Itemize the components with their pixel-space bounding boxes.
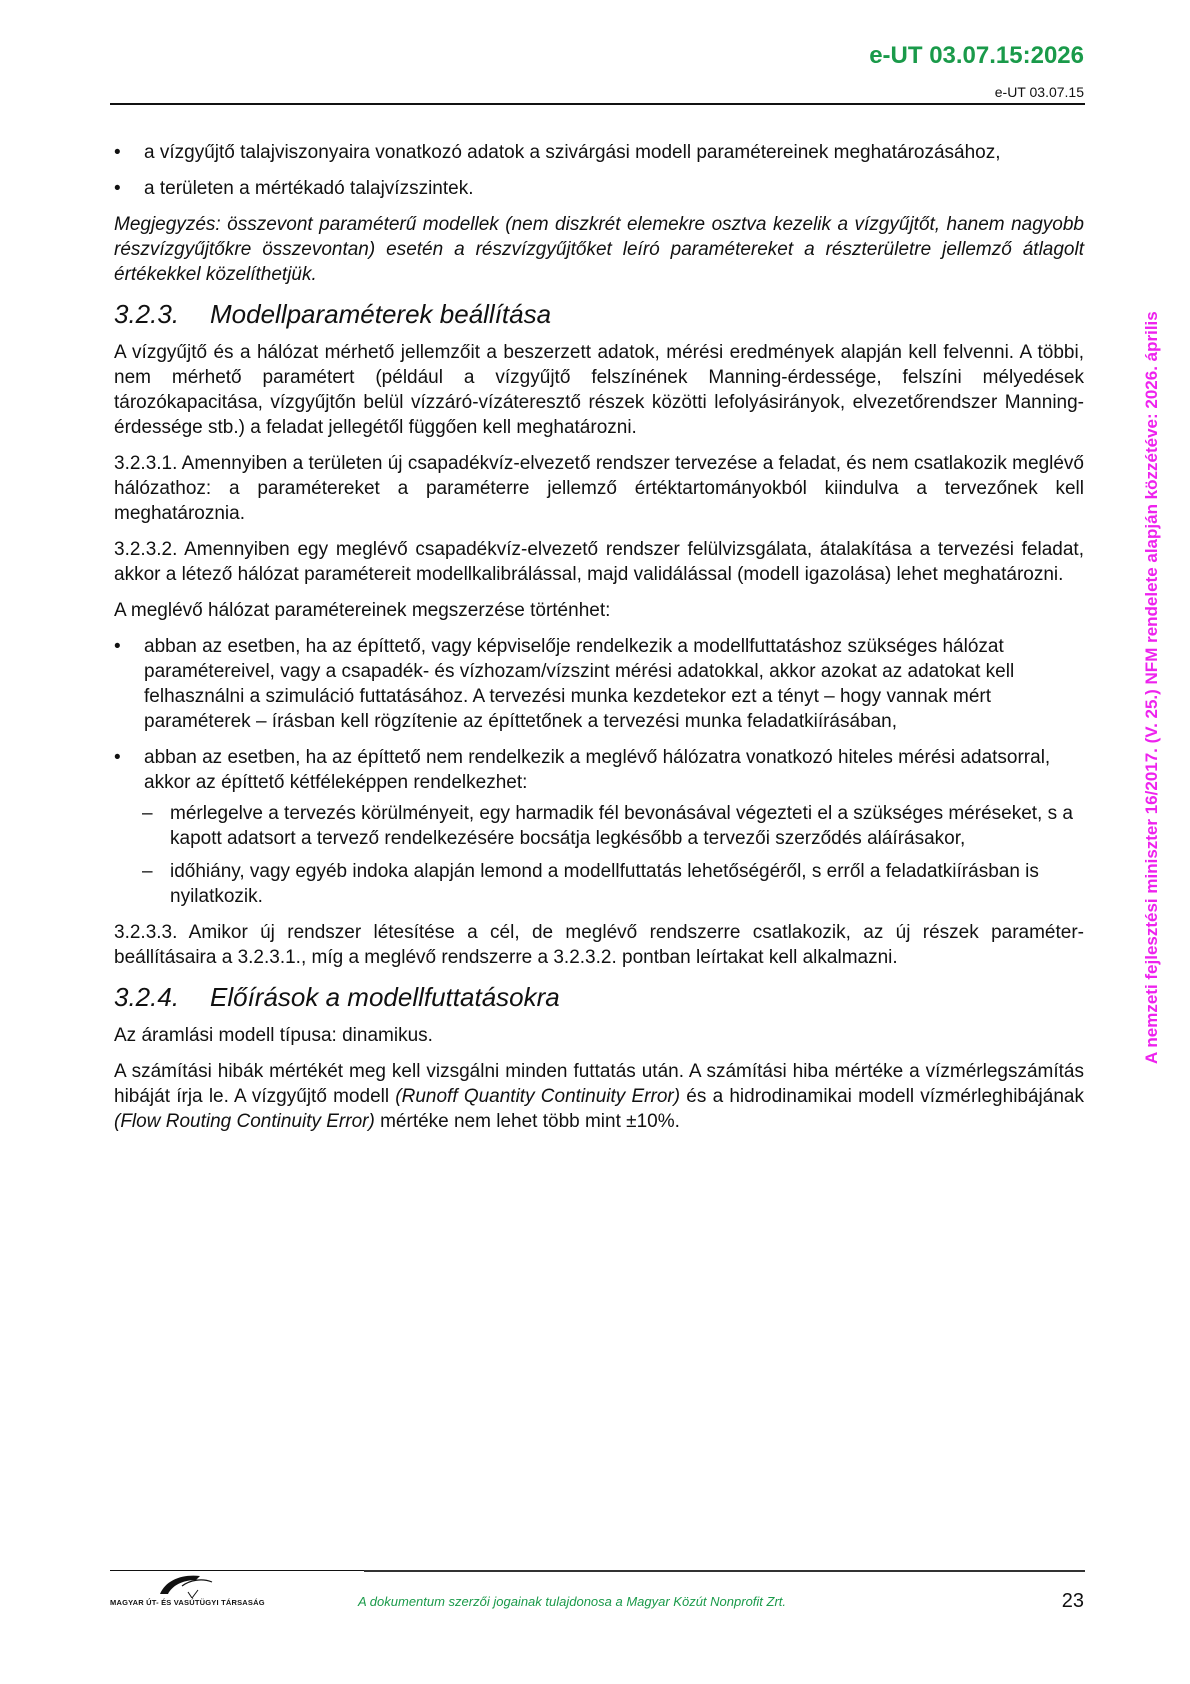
paragraph-3-2-3-2: 3.2.3.2. Amennyiben egy meglévő csapadékvíz-elvezető rendszer felülvizsgálata, átalakítása a tervezési feladat, akkor a létező hálózat paramétereit modellkalibrálással, majd validálással (modell igazolása) lehet meghatározni. [114,539,1084,585]
road-swoosh-icon [152,1572,222,1598]
side-publication-note: A nemzeti fejlesztési miniszter 16/2017. (V. 25.) NFM rendelete alapján közzétéve: 2026. április [1142,311,1161,1064]
section-heading-3-2-3 [114,298,1084,330]
section-title: Modellparaméterek beállítása [210,299,552,329]
logo-text: MAGYAR ÚT- ÉS VASÚTÜGYI TÁRSASÁG [110,1598,265,1607]
document-sub-id: e-UT 03.07.15 [994,84,1084,100]
list-item [114,634,1084,734]
organization-logo [110,1578,290,1618]
dash-icon: – [142,861,153,882]
bullet-icon: • [114,636,121,657]
bullet-icon: • [114,747,121,768]
sub-list-item-text: mérlegelve a tervezés körülményeit, egy harmadik fél bevonásával végezteti el a szükséges méréseket, s a kapott adatsort a tervező rendelkezésére bocsátja legkésőbb a tervezői szerződés aláírásakor, [170,803,1073,849]
header-rule [110,103,1085,105]
dash-icon: – [142,803,153,824]
note-paragraph: Megjegyzés: összevont paraméterű modellek (nem diszkrét elemekre osztva kezelik a vízgyűjtőt, hanem nagyobb részvízgyűjtőkre összevontan) esetén a részvízgyűjtőket leíró paramétereket a részterületre jellemző átlagolt értékekkel közelíthetjük. [114,214,1084,285]
list-item [114,745,1084,795]
page-content [114,140,1084,1145]
paragraph-3-2-3-1: 3.2.3.1. Amennyiben a területen új csapadékvíz-elvezető rendszer tervezése a feladat, és nem csatlakozik meglévő hálózathoz: a paramétereket a paraméterre jellemző értéktartományokból kiindulva a tervezőnek kell meghatároznia. [114,453,1084,524]
copyright-notice: A dokumentum szerzői jogainak tulajdonosa a Magyar Közút Nonprofit Zrt. [358,1594,787,1609]
sub-list-item-text: időhiány, vagy egyéb indoka alapján lemond a modellfuttatás lehetőségéről, s erről a feladatkiírásban is nyilatkozik. [170,861,1039,907]
list-item-text: abban az esetben, ha az építtető, vagy képviselője rendelkezik a modellfuttatáshoz szükséges hálózat paramétereivel, vagy a csapadék- és vízhozam/vízszint mérési adatokkal, akkor azokat az adatokat kell felhasználni a szimuláció futtatásához. A tervezési munka kezdetekor ezt a tényt – hogy vannak mért paraméterek – írásban kell rögzítenie az építtetőnek a tervezési munka feladatkiírásában, [144,636,1015,732]
sub-list-item [114,801,1084,851]
section-title: Előírások a modellfuttatásokra [210,982,560,1012]
list-item [114,140,1084,165]
paragraph-errors [114,1059,1084,1134]
paragraph: Az áramlási modell típusa: dinamikus. [114,1025,433,1046]
document-id: e-UT 03.07.15:2026 [869,42,1084,69]
sub-list-item [114,859,1084,909]
paragraph: A vízgyűjtő és a hálózat mérhető jellemzőit a beszerzett adatok, mérési eredmények alapján kell felvenni. A többi, nem mérhető paramétert (például a vízgyűjtő felszínének Manning-érdessége, felszíni mélyedések tározókapacitása, vízgyűjtőn belül vízzáró-vízáteresztő részek közötti lefolyásirányok, elvezetőrendszer Manning-érdessége stb.) a feladat jellegétől függően kell meghatározni. [114,342,1084,438]
text: mértéke nem lehet több mint ±10%. [374,1111,680,1132]
bullet-icon: • [114,178,121,199]
paragraph: A meglévő hálózat paramétereinek megszerzése történhet: [114,600,611,621]
list-item [114,176,1084,201]
list-item-text: a vízgyűjtő talajviszonyaira vonatkozó adatok a szivárgási modell paramétereinek meghatározásához, [144,142,1001,163]
page-number: 23 [1061,1590,1084,1612]
text: A számítási hibák mértékét meg kell vizsgálni minden futtatás után. A számítási hiba mértéke a vízmérlegszámítás hibáját írja le. A vízgyűjtő modell [114,1061,1084,1107]
term-runoff: (Runoff Quantity Continuity Error) [395,1086,681,1107]
bullet-icon: • [114,142,121,163]
footer-rule-thick [364,1570,1085,1572]
list-item-text: abban az esetben, ha az építtető nem rendelkezik a meglévő hálózatra vonatkozó hiteles mérési adatsorral, akkor az építtető kétféleképpen rendelkezhet: [144,747,1051,793]
section-heading-3-2-4 [114,981,1084,1013]
paragraph-3-2-3-3: 3.2.3.3. Amikor új rendszer létesítése a cél, de meglévő rendszerre csatlakozik, az új részek paraméter-beállításaira a 3.2.3.1., míg a meglévő rendszerre a 3.2.3.2. pontban leírtakat kell alkalmazni. [114,922,1084,968]
text: és a hidrodinamikai modell vízmérleghibájának [680,1086,1084,1107]
section-number: 3.2.3. [114,299,180,329]
list-item-text: a területen a mértékadó talajvízszintek. [144,178,474,199]
term-flow-routing: (Flow Routing Continuity Error) [114,1111,375,1132]
section-number: 3.2.4. [114,982,180,1012]
